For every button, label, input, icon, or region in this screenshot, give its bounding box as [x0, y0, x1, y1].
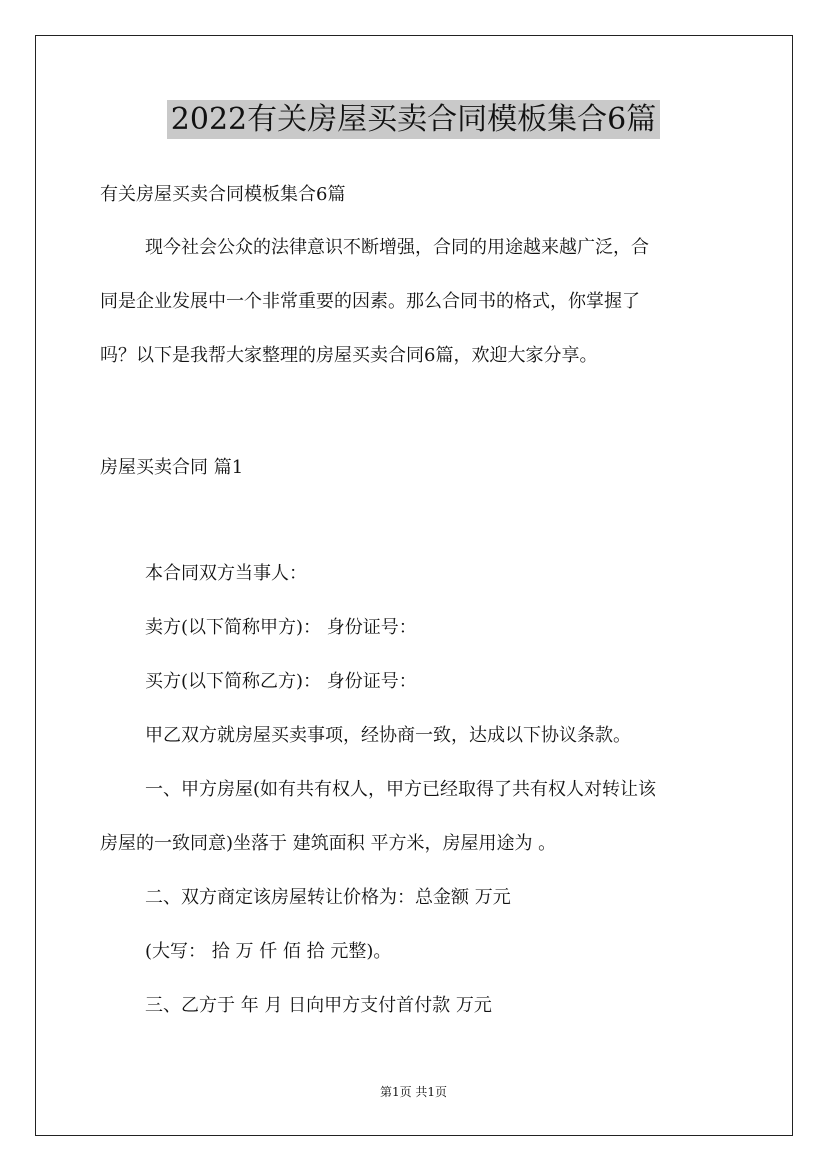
- contract-line: 二、双方商定该房屋转让价格为：总金额 万元: [145, 887, 511, 908]
- contract-line: (大写： 拾 万 仟 佰 拾 元整)。: [145, 941, 392, 962]
- page-footer: 第1页 共1页: [379, 1085, 448, 1099]
- document-title: 2022有关房屋买卖合同模板集合6篇: [0, 100, 827, 140]
- document-subtitle: 有关房屋买卖合同模板集合6篇: [100, 184, 346, 205]
- contract-line: 卖方(以下简称甲方)： 身份证号：: [145, 617, 417, 638]
- intro-line-2: 同是企业发展中一个非常重要的因素。那么合同书的格式，你掌握了: [100, 291, 640, 312]
- contract-line: 三、乙方于 年 月 日向甲方支付首付款 万元: [145, 995, 492, 1016]
- contract-line: 一、甲方房屋(如有共有权人，甲方已经取得了共有权人对转让该: [145, 779, 657, 800]
- intro-line-3: 吗？以下是我帮大家整理的房屋买卖合同6篇，欢迎大家分享。: [100, 345, 598, 366]
- contract-line: 买方(以下简称乙方)： 身份证号：: [145, 671, 417, 692]
- contract-line: 本合同双方当事人：: [145, 563, 307, 584]
- contract-line: 房屋的一致同意)坐落于 建筑面积 平方米，房屋用途为 。: [100, 833, 557, 854]
- contract-line: 甲乙双方就房屋买卖事项，经协商一致，达成以下协议条款。: [145, 725, 631, 746]
- section-heading: 房屋买卖合同 篇1: [100, 457, 244, 478]
- intro-line-1: 现今社会公众的法律意识不断增强，合同的用途越来越广泛，合: [145, 237, 649, 258]
